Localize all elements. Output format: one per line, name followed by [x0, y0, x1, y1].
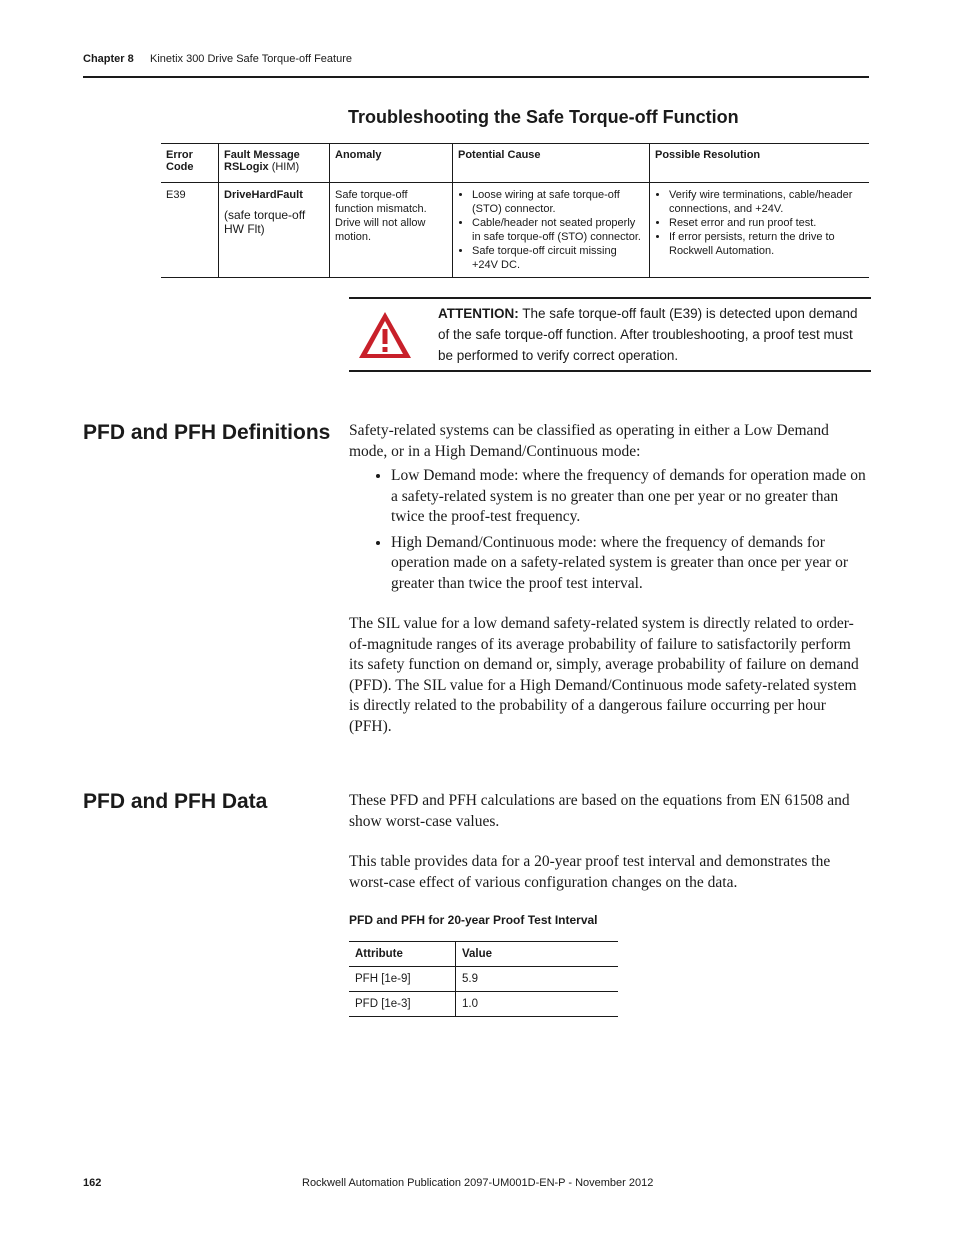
pfh-table-caption: PFD and PFH for 20-year Proof Test Interval	[349, 913, 598, 927]
header-rslogix-text: RSLogix	[224, 161, 269, 173]
cell-possible-resolution	[650, 183, 870, 278]
header-anomaly-text: Anomaly	[335, 149, 382, 161]
table-header-row	[349, 942, 618, 967]
cell-anomaly: Safe torque-off function mismatch. Drive will not allow motion.	[330, 183, 453, 278]
data-paragraph-1: These PFD and PFH calculations are based on the equations from EN 61508 and show worst-case values.	[349, 792, 850, 830]
troubleshooting-table	[161, 143, 869, 278]
list-item: • Loose wiring at safe torque-off (STO) connector.	[472, 188, 644, 216]
cell-value: 1.0	[456, 992, 619, 1017]
cell-error-code: E39	[166, 189, 186, 201]
attention-message	[438, 303, 868, 366]
troubleshooting-title: Troubleshooting the Safe Torque-off Function	[348, 107, 739, 127]
cell-potential-cause	[453, 183, 650, 278]
chapter-title: Kinetix 300 Drive Safe Torque-off Feature	[150, 53, 352, 65]
list-item: • If error persists, return the drive to Rockwell Automation.	[669, 230, 864, 258]
header-error-code-text: Error Code	[166, 149, 194, 173]
definitions-intro: Safety-related systems can be classified as operating in either a Low Demand mode, or in a High Demand/Continuous mode:	[349, 422, 829, 460]
list-item: • Low Demand mode: where the frequency of demands for operation made on a safety-related system is no greater than one per year or no greater than twice the proof-test frequency.	[391, 466, 869, 528]
header-him-text: (HIM)	[271, 161, 300, 173]
pfd-data-heading: PFD and PFH Data	[83, 790, 268, 813]
header-fault-message	[219, 144, 330, 183]
attention-rule-bottom	[349, 370, 871, 372]
table-row	[349, 992, 618, 1017]
pfd-definitions-heading: PFD and PFH Definitions	[83, 421, 331, 444]
table-row	[161, 183, 869, 278]
header-value: Value	[456, 942, 619, 967]
chapter-label: Chapter 8	[83, 53, 134, 65]
page-number: 162	[83, 1177, 102, 1189]
table-row	[349, 967, 618, 992]
cell-attribute: PFH [1e-9]	[355, 973, 411, 985]
cell-value: 5.9	[456, 967, 619, 992]
attention-label: ATTENTION:	[438, 306, 519, 321]
resolution-list	[655, 188, 864, 258]
definitions-paragraph: The SIL value for a low demand safety-related system is directly related to order-of-magnitude ranges of its average probability of failure to satisfactorily perform its safety function on demand or, simply, average probability of failure on demand (PFD). The SIL value for a High Demand/Continuous mode safety-related system is directly related to the probability of a dangerous failure occurring per hour (PFH).	[349, 615, 859, 735]
header-fault-message-text: Fault Message	[224, 149, 300, 161]
list-item: • Safe torque-off circuit missing +24V DC.	[472, 244, 644, 272]
list-item: • Cable/header not seated properly in safe torque-off (STO) connector.	[472, 216, 644, 244]
attention-text: The safe torque-off fault (E39) is detected upon demand of the safe torque-off function. After troubleshooting, a proof test must be performed to verify correct operation.	[438, 306, 858, 363]
table-header-row	[161, 144, 869, 183]
warning-triangle-icon	[357, 309, 413, 361]
definitions-list	[349, 466, 869, 594]
attention-rule-top	[349, 297, 871, 299]
header-potential-cause	[453, 144, 650, 183]
header-anomaly	[330, 144, 453, 183]
header-potential-cause-text: Potential Cause	[458, 149, 541, 161]
cause-list	[458, 188, 644, 272]
pfd-data-body	[349, 791, 869, 893]
header-possible-resolution	[650, 144, 870, 183]
publication-info: Rockwell Automation Publication 2097-UM001D-EN-P - November 2012	[302, 1177, 654, 1189]
list-item: • High Demand/Continuous mode: where the frequency of demands for operation made on a safety-related system is greater than once per year or greater than twice the proof test interval.	[391, 533, 869, 595]
fault-note: (safe torque-off HW Flt)	[224, 208, 306, 236]
pfh-table	[349, 941, 618, 1017]
header-attribute: Attribute	[355, 948, 403, 960]
pfd-definitions-body	[349, 421, 869, 737]
header-possible-resolution-text: Possible Resolution	[655, 149, 761, 161]
fault-name: DriveHardFault	[224, 189, 303, 201]
header-error-code	[161, 144, 219, 183]
list-item: • Verify wire terminations, cable/header connections, and +24V.	[669, 188, 864, 216]
header-rule	[83, 76, 869, 78]
list-item: • Reset error and run proof test.	[669, 216, 864, 230]
cell-fault-message	[219, 183, 330, 278]
data-paragraph-2: This table provides data for a 20-year proof test interval and demonstrates the worst-case effect of various configuration changes on the data.	[349, 853, 831, 891]
cell-attribute: PFD [1e-3]	[355, 998, 411, 1010]
